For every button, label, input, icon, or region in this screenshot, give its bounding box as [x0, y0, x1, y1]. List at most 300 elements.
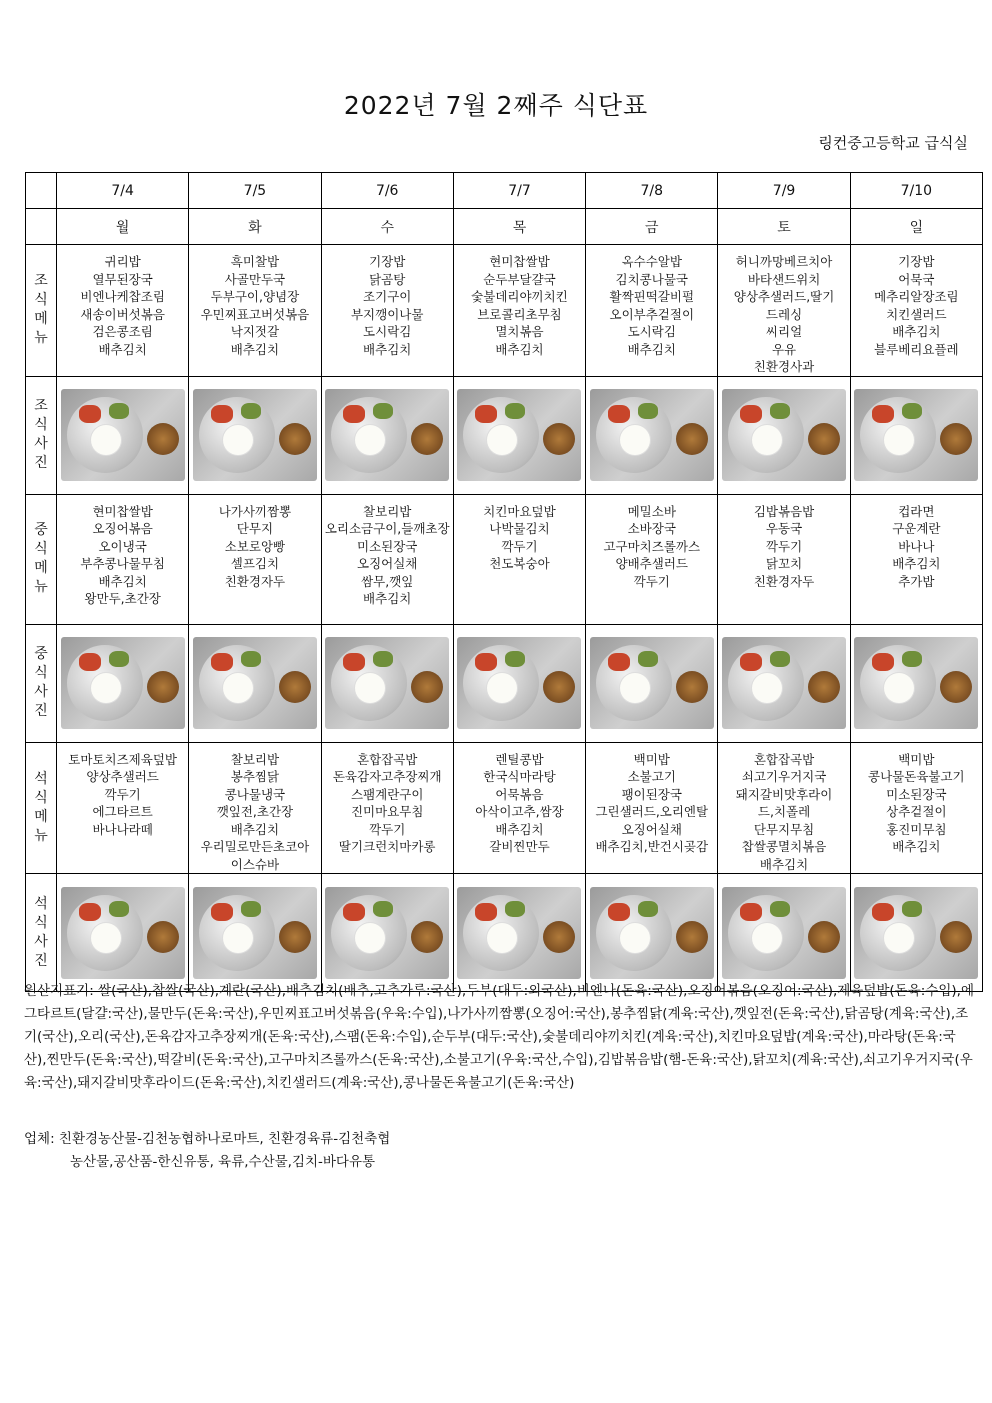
breakfast-menu-cell	[850, 245, 982, 377]
menu-item: 오징어실채	[621, 821, 682, 837]
side-dish	[475, 653, 497, 671]
vendor-line: 업체: 친환경농산물-김천농협하나로마트, 친환경육류-김천축협	[24, 1131, 391, 1147]
weekday-cell: 화	[189, 209, 321, 245]
menu-item: 낙지젓갈	[230, 324, 280, 339]
lunch-menu-row	[26, 494, 983, 624]
photo-cell	[718, 624, 850, 742]
menu-item: 부지깽이나물	[350, 306, 424, 322]
side-dish	[740, 903, 762, 921]
menu-item: 메밀소바	[627, 503, 676, 519]
menu-item: 닭곰탕	[369, 271, 406, 287]
photo-cell	[189, 874, 321, 992]
meal-photo	[61, 637, 185, 729]
lunch-photo-row	[26, 624, 983, 742]
meal-photo	[854, 887, 978, 979]
date-cell: 7/7	[453, 173, 585, 209]
dinner-menu-row	[26, 742, 983, 874]
soup-bowl	[279, 423, 311, 455]
rice-bowl	[91, 425, 121, 455]
menu-item: 치킨마요덮밥	[483, 503, 556, 519]
origin-notes	[24, 980, 974, 1095]
photo-cell	[850, 874, 982, 992]
menu-item: 콩나물돈육불고기	[868, 769, 965, 784]
meal-photo	[457, 637, 581, 729]
menu-item: 바나나	[898, 538, 935, 554]
rice-bowl	[223, 673, 253, 703]
side-dish	[343, 903, 365, 921]
side-dish	[109, 901, 129, 917]
menu-item: 드레싱	[765, 306, 803, 322]
side-dish	[211, 903, 233, 921]
menu-item: 비엔나케찹조림	[80, 289, 165, 304]
menu-item: 배추김치	[495, 341, 544, 357]
menu-item: 숯불데리야끼치킨	[471, 289, 568, 304]
origin-label: 원산지표기:	[24, 983, 94, 999]
meal-photo	[61, 389, 185, 481]
menu-item: 치킨샐러드	[886, 306, 947, 322]
side-dish	[638, 651, 658, 667]
meal-photo	[722, 887, 846, 979]
row-label: 석식메뉴	[26, 742, 57, 874]
menu-item: 찰보리밥	[363, 503, 412, 519]
menu-item: 친환경자두	[224, 573, 286, 589]
menu-item: 딸기크런치마카롱	[338, 839, 436, 854]
photo-cell	[453, 376, 585, 494]
menu-item: 토마토치즈제육덮밥	[68, 751, 177, 767]
lunch-menu-cell	[718, 494, 850, 624]
photo-cell	[718, 376, 850, 494]
menu-item: 친환경자두	[753, 573, 815, 589]
side-dish	[872, 405, 894, 423]
menu-item: 콩나물냉국	[224, 786, 286, 802]
vendor-info	[24, 1128, 390, 1174]
meal-photo	[590, 389, 714, 481]
side-dish	[79, 903, 101, 921]
side-dish	[241, 651, 261, 667]
lunch-menu-cell	[850, 494, 982, 624]
menu-item: 메추리알장조림	[874, 289, 959, 304]
menu-item: 우동국	[765, 521, 803, 536]
menu-item: 현미찹쌀밥	[92, 503, 153, 519]
breakfast-menu-cell	[718, 245, 850, 377]
menu-item: 배추김치	[892, 839, 941, 854]
row-label: 석식사진	[26, 874, 57, 992]
photo-cell	[586, 874, 718, 992]
vendor-line: 농산물,공산품-한신유통, 육류,수산물,김치-바다유통	[70, 1154, 376, 1170]
menu-item: 두부구이,양념장	[210, 289, 300, 304]
side-dish	[608, 405, 630, 423]
menu-item: 친환경사과	[753, 359, 815, 374]
menu-item: 천도복숭아	[489, 556, 550, 571]
weekday-cell: 토	[718, 209, 850, 245]
menu-item: 컵라면	[898, 503, 935, 519]
menu-item: 돼지갈비맛후라이	[735, 786, 833, 802]
soup-bowl	[411, 423, 443, 455]
meal-photo	[325, 389, 449, 481]
photo-cell	[586, 624, 718, 742]
dinner-menu-cell	[718, 742, 850, 874]
menu-item: 봉추찜닭	[230, 769, 280, 784]
soup-bowl	[411, 671, 443, 703]
menu-item: 미소된장국	[886, 786, 947, 802]
rice-bowl	[487, 923, 517, 953]
meal-photo	[61, 887, 185, 979]
menu-item: 혼합잡곡밥	[753, 751, 815, 767]
menu-item: 바타샌드위치	[747, 271, 821, 287]
meal-photo	[854, 389, 978, 481]
side-dish	[608, 903, 630, 921]
menu-item: 깍두기	[501, 538, 538, 554]
menu-item: 아삭이고추,쌈장	[475, 804, 564, 819]
meal-photo	[590, 637, 714, 729]
menu-item: 배추김치	[363, 591, 412, 606]
menu-item: 드,치폴레	[757, 804, 811, 819]
side-dish	[343, 405, 365, 423]
breakfast-menu-cell	[57, 245, 189, 377]
date-cell: 7/5	[189, 173, 321, 209]
menu-item: 배추김치	[98, 341, 147, 357]
photo-cell	[321, 624, 453, 742]
lunch-menu-cell	[453, 494, 585, 624]
dinner-menu-cell	[321, 742, 453, 874]
menu-item: 현미찹쌀밥	[489, 254, 550, 269]
breakfast-menu-cell	[189, 245, 321, 377]
menu-item: 단무지	[236, 521, 274, 536]
menu-item: 이스슈바	[230, 856, 280, 872]
side-dish	[902, 403, 922, 419]
row-label: 중식사진	[26, 624, 57, 742]
menu-item: 우유	[771, 341, 797, 357]
side-dish	[109, 651, 129, 667]
menu-item: 한국식마라탕	[483, 769, 556, 784]
side-dish	[373, 651, 393, 667]
side-dish	[638, 901, 658, 917]
menu-item: 그린샐러드,오리엔탈	[595, 804, 709, 819]
lunch-menu-cell	[586, 494, 718, 624]
menu-item: 열무된장국	[92, 271, 153, 287]
menu-item: 기장밥	[369, 254, 406, 269]
rice-bowl	[752, 923, 782, 953]
rice-bowl	[620, 673, 650, 703]
side-dish	[79, 653, 101, 671]
menu-item: 혼합잡곡밥	[357, 751, 418, 767]
menu-item: 소불고기	[627, 769, 676, 784]
menu-item: 배추김치,반건시곶감	[595, 839, 709, 854]
menu-item: 배추김치	[892, 556, 941, 571]
lunch-menu-cell	[321, 494, 453, 624]
soup-bowl	[543, 671, 575, 703]
menu-item: 상추겉절이	[886, 804, 947, 819]
side-dish	[241, 901, 261, 917]
meal-photo	[193, 887, 317, 979]
side-dish	[638, 403, 658, 419]
side-dish	[872, 903, 894, 921]
meal-photo	[722, 389, 846, 481]
photo-cell	[321, 376, 453, 494]
menu-item: 쇠고기우거지국	[741, 769, 827, 784]
menu-item: 소바장국	[627, 521, 676, 536]
menu-item: 사골만두국	[224, 271, 286, 287]
menu-item: 배추김치	[759, 856, 809, 872]
side-dish	[872, 653, 894, 671]
rice-bowl	[752, 673, 782, 703]
date-cell: 7/9	[718, 173, 850, 209]
rice-bowl	[223, 923, 253, 953]
menu-item: 우민찌표고버섯볶음	[200, 306, 310, 322]
breakfast-menu-row	[26, 245, 983, 377]
rice-bowl	[223, 425, 253, 455]
rice-bowl	[355, 425, 385, 455]
row-label: 조식메뉴	[26, 245, 57, 377]
menu-item: 오이부추겉절이	[609, 306, 695, 322]
dinner-menu-cell	[850, 742, 982, 874]
corner-cell	[26, 209, 57, 245]
menu-item: 소보로앙빵	[224, 538, 286, 554]
menu-item: 스팸계란구이	[350, 786, 424, 802]
menu-item: 쌈무,깻잎	[361, 573, 414, 589]
weekday-cell: 수	[321, 209, 453, 245]
soup-bowl	[147, 671, 179, 703]
photo-cell	[57, 874, 189, 992]
side-dish	[608, 653, 630, 671]
menu-item: 나박물김치	[489, 521, 550, 536]
menu-item: 배추김치	[627, 341, 676, 357]
meal-photo	[325, 887, 449, 979]
soup-bowl	[940, 921, 972, 953]
menu-item: 브로콜리초무침	[477, 306, 562, 322]
side-dish	[211, 653, 233, 671]
weekday-cell: 금	[586, 209, 718, 245]
photo-cell	[321, 874, 453, 992]
photo-cell	[189, 376, 321, 494]
menu-item: 갈비찐만두	[489, 839, 550, 854]
photo-cell	[586, 376, 718, 494]
menu-item: 단무지무침	[753, 821, 815, 837]
soup-bowl	[676, 671, 708, 703]
side-dish	[109, 403, 129, 419]
menu-item: 양상추샐러드	[86, 769, 159, 784]
side-dish	[241, 403, 261, 419]
date-cell: 7/10	[850, 173, 982, 209]
menu-item: 백미밥	[898, 751, 935, 767]
menu-item: 김밥볶음밥	[753, 503, 815, 519]
photo-cell	[850, 376, 982, 494]
menu-item: 검은콩조림	[92, 324, 153, 339]
side-dish	[505, 901, 525, 917]
weekday-cell: 월	[57, 209, 189, 245]
rice-bowl	[91, 673, 121, 703]
rice-bowl	[355, 923, 385, 953]
side-dish	[770, 901, 790, 917]
menu-item: 왕만두,초간장	[84, 591, 161, 606]
soup-bowl	[940, 423, 972, 455]
lunch-menu-cell	[189, 494, 321, 624]
menu-item: 깍두기	[633, 573, 670, 589]
menu-item: 도시락김	[363, 324, 412, 339]
soup-bowl	[808, 921, 840, 953]
menu-item: 배추김치	[892, 324, 941, 339]
side-dish	[902, 901, 922, 917]
meal-table	[25, 172, 983, 992]
photo-cell	[453, 874, 585, 992]
menu-item: 배추김치	[98, 573, 147, 589]
dinner-menu-cell	[189, 742, 321, 874]
menu-item: 찰보리밥	[230, 751, 280, 767]
soup-bowl	[147, 921, 179, 953]
menu-item: 부추콩나물무침	[80, 556, 165, 571]
menu-item: 멸치볶음	[495, 324, 544, 339]
breakfast-menu-cell	[453, 245, 585, 377]
menu-item: 백미밥	[633, 751, 670, 767]
side-dish	[740, 653, 762, 671]
menu-item: 배추김치	[230, 341, 280, 357]
menu-item: 우리밀로만든초코아	[200, 839, 310, 854]
side-dish	[373, 403, 393, 419]
menu-item: 진미마요무침	[350, 804, 424, 819]
photo-cell	[189, 624, 321, 742]
side-dish	[505, 403, 525, 419]
menu-item: 새송이버섯볶음	[80, 306, 165, 322]
menu-item: 닭꼬치	[765, 556, 803, 571]
photo-cell	[718, 874, 850, 992]
dinner-menu-cell	[57, 742, 189, 874]
side-dish	[79, 405, 101, 423]
menu-item: 도시락김	[627, 324, 676, 339]
meal-photo	[722, 637, 846, 729]
menu-item: 구운계란	[892, 521, 941, 536]
soup-bowl	[411, 921, 443, 953]
menu-item: 깍두기	[104, 786, 141, 802]
meal-photo	[193, 637, 317, 729]
breakfast-menu-cell	[586, 245, 718, 377]
menu-item: 오리소금구이,들깨초장	[324, 521, 450, 536]
soup-bowl	[543, 423, 575, 455]
menu-item: 깍두기	[765, 538, 803, 554]
meal-photo	[193, 389, 317, 481]
menu-item: 양상추샐러드,딸기	[733, 289, 835, 304]
dinner-photo-row	[26, 874, 983, 992]
side-dish	[475, 405, 497, 423]
menu-item: 조기구이	[363, 289, 412, 304]
rice-bowl	[884, 923, 914, 953]
menu-item: 렌틸콩밥	[495, 751, 544, 767]
side-dish	[343, 653, 365, 671]
breakfast-menu-cell	[321, 245, 453, 377]
row-label: 중식메뉴	[26, 494, 57, 624]
menu-item: 오이냉국	[98, 538, 147, 554]
rice-bowl	[620, 923, 650, 953]
meal-photo	[457, 389, 581, 481]
weekday-cell: 일	[850, 209, 982, 245]
menu-item: 오징어볶음	[92, 521, 153, 536]
menu-item: 팽이된장국	[621, 786, 682, 802]
page-title: 2022년 7월 2째주 식단표	[343, 91, 649, 120]
photo-cell	[453, 624, 585, 742]
menu-item: 오징어실채	[357, 556, 418, 571]
weekday-row	[26, 209, 983, 245]
rice-bowl	[752, 425, 782, 455]
menu-item: 배추김치	[363, 341, 412, 357]
side-dish	[770, 403, 790, 419]
school-name: 링컨중고등학교 급식실	[818, 134, 968, 152]
menu-item: 블루베리요플레	[874, 341, 959, 357]
menu-item: 바나나라떼	[92, 821, 153, 837]
menu-item: 양배추샐러드	[615, 556, 688, 571]
photo-cell	[57, 624, 189, 742]
menu-item: 홍진미무침	[886, 821, 947, 837]
menu-item: 어묵볶음	[495, 786, 544, 802]
menu-item: 나가사끼짬뽕	[218, 503, 292, 519]
origin-text: 쌀(국산),찹쌀(국산),계란(국산),배추김치(배추,고추가루:국산),두부(대두:외국산),비엔나(돈육:국산),오징어볶음(오징어:국산),제육덮밥(돈육:수입),에그타르트(달걀:국산),물만두(돈육:국산),우민찌표고버섯볶음(우육:수입),나가사끼짬뽕(오징어:국산),봉추찜닭(계육:국산),깻잎전(돈육:국산),닭곰탕(계육:국산),조기(국산),오리(국산),돈육감자고추장찌개(돈육:국산),스팸(돈육:수입),순두부(대두:국산),숯불데리야끼치킨(계육:국산),치킨마요덮밥(계육:국산),마라탕(돈육:국산),찐만두(돈육:국산),떡갈비(돈육:국산),고구마치즈롤까스(돈육:국산),소불고기(우육:국산,수입),김밥볶음밥(햄-돈육:국산),닭꼬치(계육:국산),쇠고기우거지국(우육:국산),돼지갈비맛후라이드(돈육:국산),치킨샐러드(계육:국산),콩나물돈육불고기(돈육:국산)	[24, 983, 974, 1091]
side-dish	[211, 405, 233, 423]
meal-photo	[590, 887, 714, 979]
menu-item: 찹쌀콩멸치볶음	[741, 839, 827, 854]
menu-item: 추가밥	[898, 573, 935, 589]
breakfast-photo-row	[26, 376, 983, 494]
menu-item: 씨리얼	[765, 324, 803, 339]
side-dish	[740, 405, 762, 423]
side-dish	[770, 651, 790, 667]
menu-item: 깍두기	[369, 821, 406, 837]
soup-bowl	[808, 671, 840, 703]
date-row	[26, 173, 983, 209]
soup-bowl	[676, 423, 708, 455]
menu-item: 돈육감자고추장찌개	[332, 769, 442, 784]
dinner-menu-cell	[453, 742, 585, 874]
menu-item: 흑미찰밥	[230, 254, 280, 269]
menu-item: 셀프김치	[230, 556, 280, 571]
soup-bowl	[279, 921, 311, 953]
menu-item: 깻잎전,초간장	[216, 804, 294, 819]
menu-item: 순두부달걀국	[483, 271, 556, 287]
side-dish	[902, 651, 922, 667]
side-dish	[373, 901, 393, 917]
menu-item: 활짝핀떡갈비펄	[609, 289, 695, 304]
rice-bowl	[355, 673, 385, 703]
menu-item: 배추김치	[230, 821, 280, 837]
date-cell: 7/4	[57, 173, 189, 209]
menu-item: 허니까망베르치아	[735, 254, 833, 269]
menu-item: 에그타르트	[92, 804, 153, 819]
row-label: 조식사진	[26, 376, 57, 494]
side-dish	[505, 651, 525, 667]
soup-bowl	[940, 671, 972, 703]
photo-cell	[850, 624, 982, 742]
soup-bowl	[147, 423, 179, 455]
meal-photo	[325, 637, 449, 729]
menu-item: 김치콩나물국	[615, 271, 688, 287]
menu-item: 미소된장국	[357, 538, 418, 554]
menu-item: 배추김치	[495, 821, 544, 837]
side-dish	[475, 903, 497, 921]
soup-bowl	[808, 423, 840, 455]
menu-item: 고구마치즈롤까스	[603, 538, 701, 554]
weekday-cell: 목	[453, 209, 585, 245]
soup-bowl	[676, 921, 708, 953]
photo-cell	[57, 376, 189, 494]
menu-item: 어묵국	[898, 271, 935, 287]
rice-bowl	[620, 425, 650, 455]
meal-photo	[457, 887, 581, 979]
corner-cell	[26, 173, 57, 209]
menu-item: 기장밥	[898, 254, 935, 269]
dinner-menu-cell	[586, 742, 718, 874]
menu-item: 귀리밥	[104, 254, 141, 269]
date-cell: 7/6	[321, 173, 453, 209]
meal-photo	[854, 637, 978, 729]
date-cell: 7/8	[586, 173, 718, 209]
menu-item: 옥수수알밥	[621, 254, 682, 269]
